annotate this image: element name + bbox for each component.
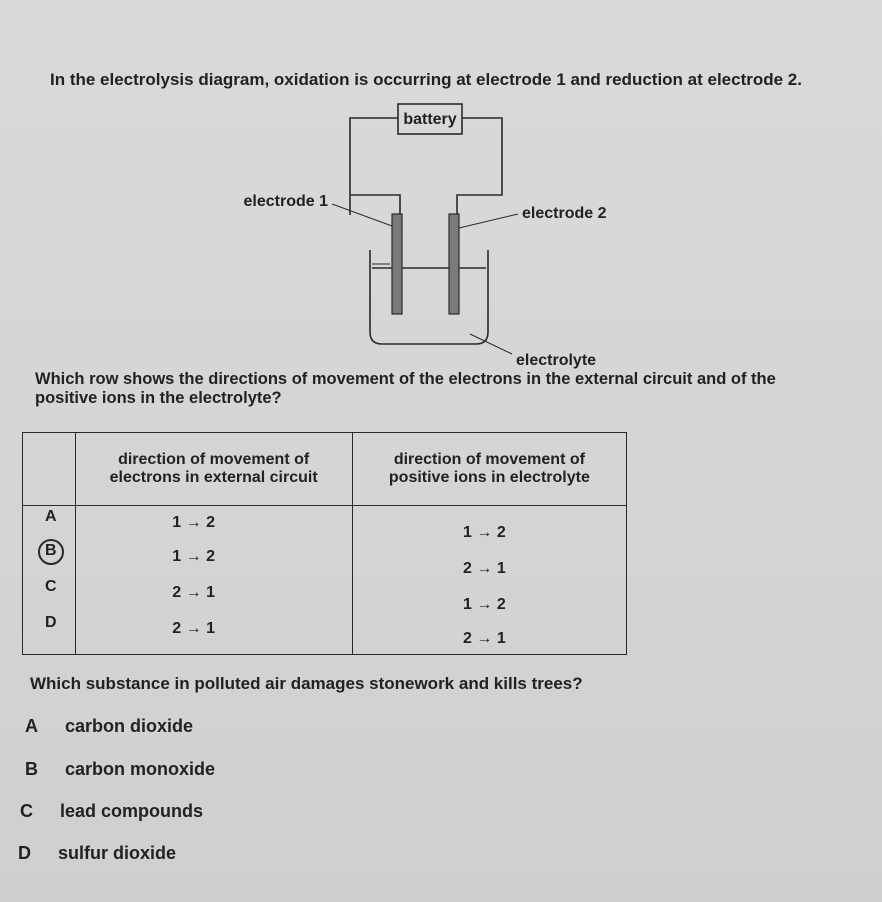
- row-d-electrons: 2 → 1: [172, 620, 215, 637]
- option-c-text: lead compounds: [60, 801, 204, 821]
- electrons-cell: [75, 506, 352, 655]
- wire-left-drop: [350, 195, 400, 215]
- answer-table: [22, 432, 627, 655]
- question1-line2: positive ions in the electrolyte?: [35, 389, 282, 407]
- table-header-row: [23, 433, 627, 506]
- row-c-electrons: 2 → 1: [172, 584, 215, 601]
- question1-intro: In the electrolysis diagram, oxidation is occurring at electrode 1 and reduction at electrode 2.: [50, 70, 802, 89]
- option-d: [18, 843, 176, 864]
- electrode1-leader: [332, 204, 392, 226]
- header-electrons-line1: direction of movement of: [118, 451, 310, 468]
- option-d-text: sulfur dioxide: [58, 843, 177, 863]
- option-c: [20, 801, 203, 822]
- electrode-2: [449, 214, 459, 314]
- electrode1-label: electrode 1: [243, 193, 328, 210]
- row-b-ions: 2 → 1: [463, 560, 506, 577]
- header-ions-line2: positive ions in electrolyte: [388, 469, 590, 486]
- header-electrons-line2: electrons in external circuit: [109, 469, 318, 486]
- row-c-ions: 1 → 2: [463, 596, 506, 613]
- row-letter-d: D: [45, 614, 57, 631]
- header-ions: [352, 433, 626, 506]
- row-b-electrons: 1 → 2: [172, 548, 215, 565]
- electrode-1: [392, 214, 402, 314]
- option-b: [25, 759, 215, 780]
- row-d-ions: 2 → 1: [463, 630, 506, 647]
- header-electrons: [75, 433, 352, 506]
- option-c-letter: C: [20, 801, 33, 821]
- row-a-ions: 1 → 2: [463, 524, 506, 541]
- option-a-letter: A: [25, 716, 38, 736]
- electrolysis-diagram: [220, 100, 640, 380]
- option-a: [25, 716, 193, 737]
- row-letter-b: B: [45, 542, 57, 559]
- question1-text: [35, 370, 855, 408]
- option-d-letter: D: [18, 843, 31, 863]
- question1-line1: Which row shows the directions of movement of the electrons in the external circuit and of the: [35, 370, 776, 388]
- option-a-text: carbon dioxide: [65, 716, 194, 736]
- ions-cell: [352, 506, 626, 655]
- option-b-text: carbon monoxide: [65, 759, 216, 779]
- option-b-letter: B: [25, 759, 38, 779]
- row-letter-c: C: [45, 578, 57, 595]
- electrode2-label: electrode 2: [522, 205, 607, 222]
- question2-text: Which substance in polluted air damages stonework and kills trees?: [30, 674, 583, 693]
- wire-right: [457, 118, 502, 215]
- header-ions-line1: direction of movement of: [393, 451, 585, 468]
- battery-label: battery: [403, 111, 457, 128]
- table-body-row: [23, 506, 627, 655]
- wire-left: [350, 118, 398, 215]
- row-a-electrons: 1 → 2: [172, 514, 215, 531]
- electrolysis-diagram-svg: [220, 100, 640, 380]
- header-letter-cell: [23, 433, 76, 506]
- electrolyte-label: electrolyte: [516, 352, 597, 369]
- row-letter-a: A: [45, 508, 57, 525]
- electrode2-leader: [459, 214, 518, 228]
